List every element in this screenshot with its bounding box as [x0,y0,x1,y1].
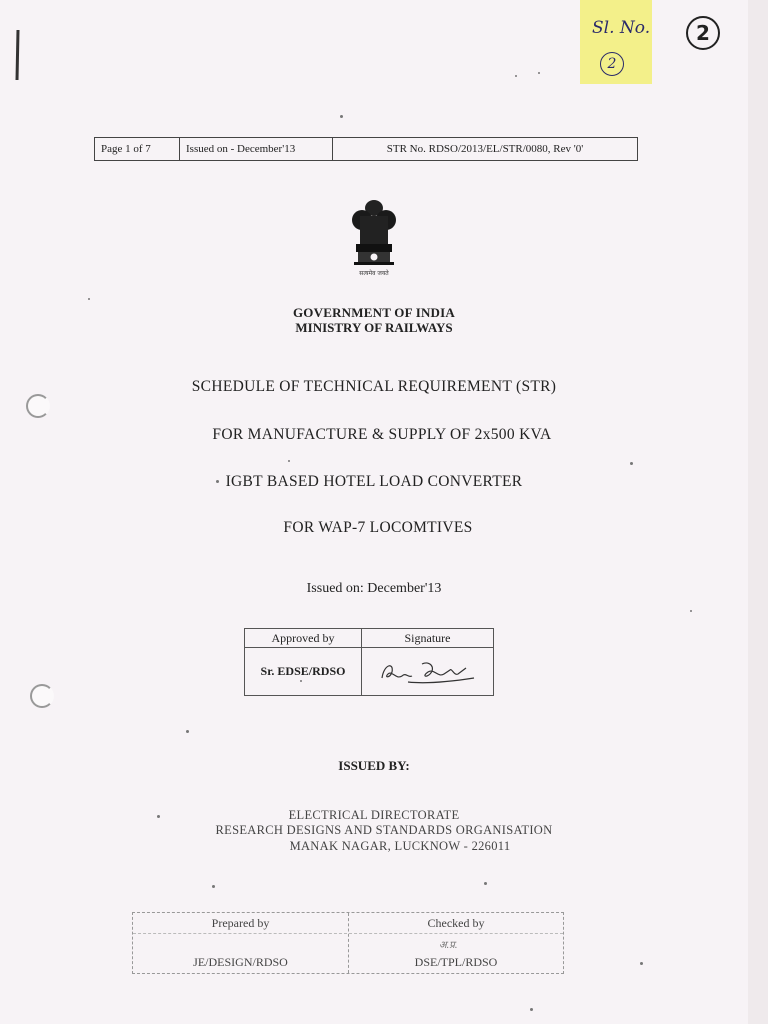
circled-page-number: 2 [686,16,720,50]
checked-by-header: Checked by [427,916,485,930]
ministry-name: MINISTRY OF RAILWAYS [295,320,453,335]
document-header-table [94,137,638,161]
page-count: Page 1 of 7 [95,138,180,160]
punch-hole-icon [30,684,54,708]
str-number: STR No. RDSO/2013/EL/STR/0080, Rev '0' [386,143,584,155]
document-title-line-4: FOR WAP-7 LOCOMTIVES [283,519,473,536]
emblem-motto: सत्यमेव जयते [359,270,389,277]
issue-date: Issued on - December'13 [180,138,333,160]
punch-hole-icon [26,394,50,418]
issued-by-label: ISSUED BY: [338,758,410,773]
document-title-line-2: FOR MANUFACTURE & SUPPLY OF 2x500 KVA [212,426,552,443]
page-edge [748,0,768,1024]
issued-on-date: Issued on: December'13 [306,581,442,596]
signature-header: Signature [404,631,451,645]
sticky-note [580,0,652,84]
government-name: GOVERNMENT OF INDIA [293,305,455,320]
prepared-by-header: Prepared by [211,916,270,930]
checked-by-initials: अ.प्र. [439,940,458,951]
binder-mark [14,28,22,82]
issuer-organisation: RESEARCH DESIGNS AND STANDARDS ORGANISATION [215,823,553,837]
state-emblem-icon [346,198,402,280]
approval-table [244,628,494,696]
handwritten-signature-icon [378,656,478,688]
prepared-by-designation: JE/DESIGN/RDSO [193,955,288,969]
approved-by-header: Approved by [245,629,362,647]
approver-designation: Sr. EDSE/RDSO [245,648,362,695]
checked-by-designation: DSE/TPL/RDSO [414,955,498,969]
issuer-address: MANAK NAGAR, LUCKNOW - 226011 [289,839,511,853]
signature-cell [362,648,493,695]
issuer-directorate: ELECTRICAL DIRECTORATE [288,808,460,822]
sticky-note-serial-label: Sl. No. [592,18,651,38]
sticky-note-serial-number: 2 [600,52,624,76]
document-title-line-3: IGBT BASED HOTEL LOAD CONVERTER [225,473,523,490]
preparation-table [132,912,564,974]
document-title-line-1: SCHEDULE OF TECHNICAL REQUIREMENT (STR) [191,378,557,395]
